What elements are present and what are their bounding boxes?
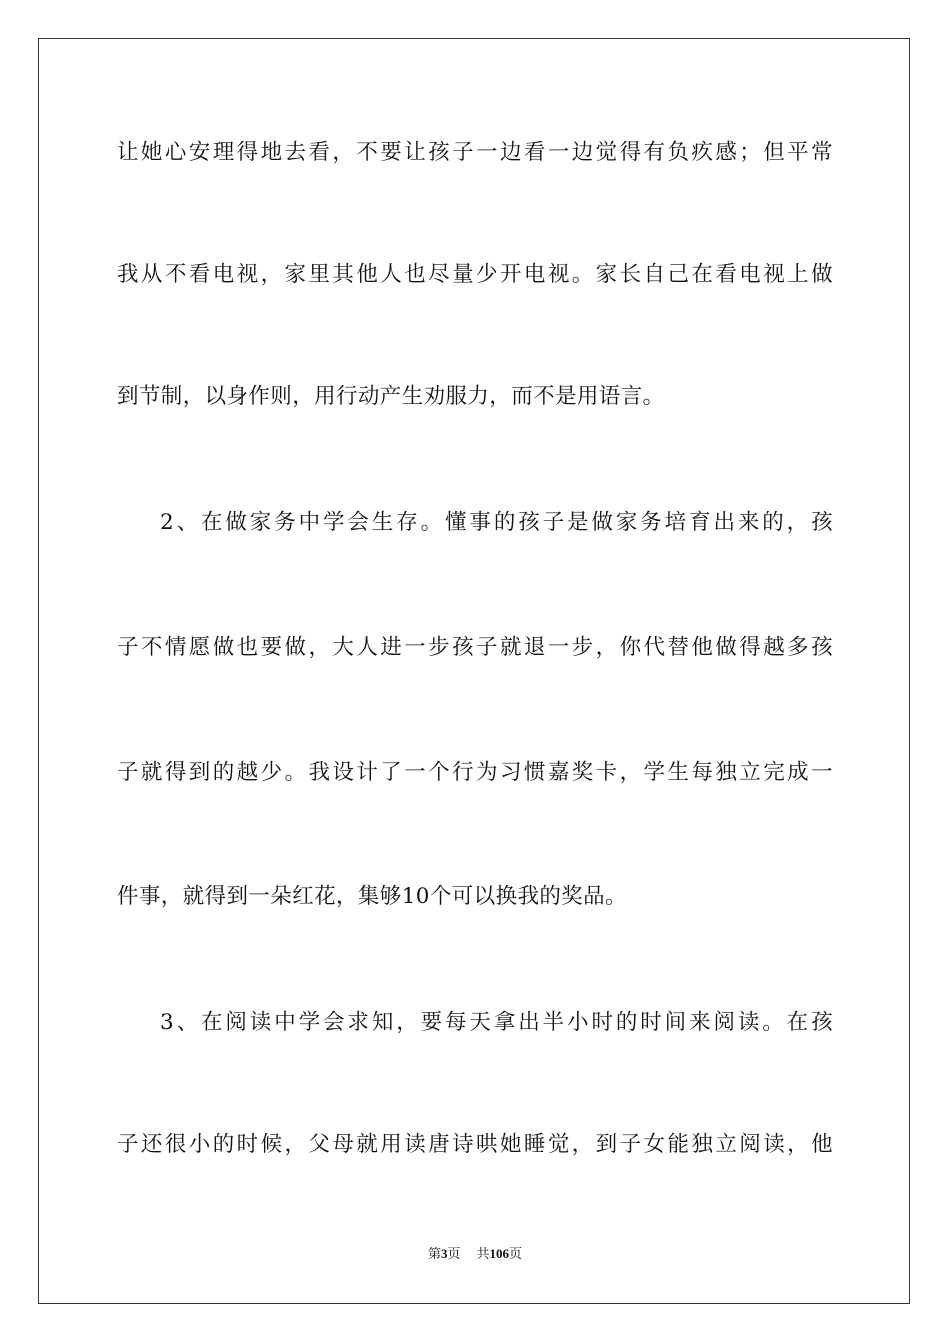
page-border xyxy=(38,38,910,1304)
total-suffix: 页 xyxy=(509,1246,523,1261)
text-line-7: 件事，就得到一朵红花，集够10个可以换我的奖品。 xyxy=(117,884,627,909)
text-line-3: 到节制，以身作则，用行动产生劝服力，而不是用语言。 xyxy=(117,384,665,409)
text-line-9: 子还很小的时候，父母就用读唐诗哄她睡觉，到子女能独立阅读，他 xyxy=(117,1132,833,1157)
total-pages: 106 xyxy=(489,1246,510,1261)
page-suffix: 页 xyxy=(447,1246,461,1261)
page-footer xyxy=(0,1245,950,1263)
text-line-8: 3、在阅读中学会求知，要每天拿出半小时的时间来阅读。在孩 xyxy=(160,1010,833,1035)
text-line-2: 我从不看电视，家里其他人也尽量少开电视。家长自己在看电视上做 xyxy=(117,262,833,287)
text-line-5: 子不情愿做也要做，大人进一步孩子就退一步，你代替他做得越多孩 xyxy=(117,635,833,660)
text-line-4: 2、在做家务中学会生存。懂事的孩子是做家务培育出来的，孩 xyxy=(160,510,833,535)
page-prefix: 第 xyxy=(427,1246,441,1261)
total-prefix: 共 xyxy=(476,1246,490,1261)
text-line-6: 子就得到的越少。我设计了一个行为习惯嘉奖卡，学生每独立完成一 xyxy=(117,760,833,785)
text-line-1: 让她心安理得地去看，不要让孩子一边看一边觉得有负疚感；但平常 xyxy=(117,140,833,165)
page-number: 3 xyxy=(440,1246,448,1261)
